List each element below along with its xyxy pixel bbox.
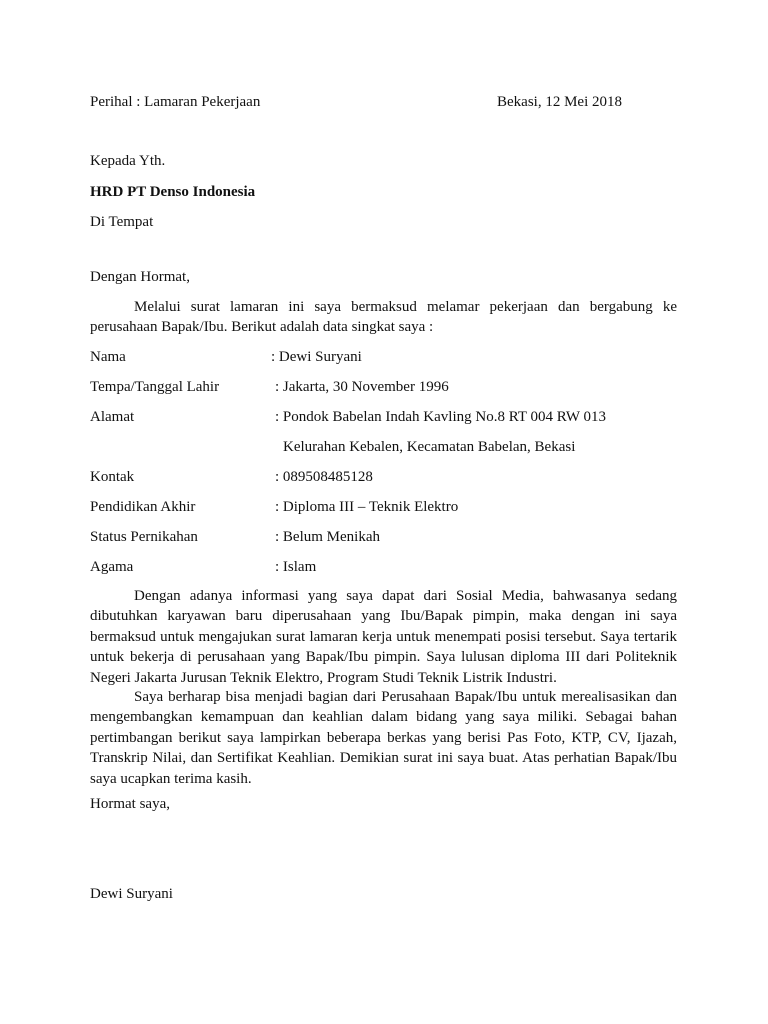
birth-label: Tempa/Tanggal Lahir: [90, 379, 220, 395]
salutation: Dengan Hormat,: [90, 269, 190, 285]
letter-subject: Perihal : Lamaran Pekerjaan: [90, 94, 261, 110]
name-value: : Dewi Suryani: [271, 349, 362, 365]
recipient-company: HRD PT Denso Indonesia: [90, 184, 256, 200]
body-paragraph-1: Dengan adanya informasi yang saya dapat dari Sosial Media, bahwasanya sedang dibutuhkan karyawan baru diperusahaan yang Ibu/Bapak pimpin, maka dengan ini saya bermaksud untuk mengajukan surat lamaran kerja untuk menempati posisi tersebut. Saya tertarik untuk bekerja di perusahaan yang Bapak/Ibu pimpin. Saya lulusan diploma III dari Politeknik Negeri Jakarta Jurusan Teknik Elektro, Program Studi Teknik Listrik Industri.: [90, 588, 677, 686]
address-value-line-2: Kelurahan Kebalen, Kecamatan Babelan, Bekasi: [283, 439, 576, 455]
religion-label: Agama: [90, 559, 134, 575]
signature-name: Dewi Suryani: [90, 886, 173, 902]
name-label: Nama: [90, 349, 126, 365]
recipient-location: Di Tempat: [90, 214, 154, 230]
marital-label: Status Pernikahan: [90, 529, 198, 545]
education-value: : Diploma III – Teknik Elektro: [275, 499, 459, 515]
education-label: Pendidikan Akhir: [90, 499, 196, 515]
address-label: Alamat: [90, 409, 135, 425]
body-paragraph-2: Saya berharap bisa menjadi bagian dari Perusahaan Bapak/Ibu untuk merealisasikan dan mengembangkan kemampuan dan keahlian dalam bidang yang saya miliki. Sebagai bahan pertimbangan berikut saya lampirkan beberapa berkas yang berisi Pas Foto, KTP, CV, Ijazah, Transkrip Nilai, dan Sertifikat Keahlian. Demikian surat ini saya buat. Atas perhatian Bapak/Ibu saya ucapkan terima kasih.: [90, 689, 677, 787]
contact-label: Kontak: [90, 469, 135, 485]
marital-value: : Belum Menikah: [275, 529, 380, 545]
closing-regards: Hormat saya,: [90, 796, 170, 812]
contact-value: : 089508485128: [275, 469, 373, 485]
recipient-to: Kepada Yth.: [90, 153, 166, 169]
address-value-line-1: : Pondok Babelan Indah Kavling No.8 RT 004 RW 013: [275, 409, 607, 425]
birth-value: : Jakarta, 30 November 1996: [275, 379, 449, 395]
intro-paragraph: Melalui surat lamaran ini saya bermaksud melamar pekerjaan dan bergabung ke perusahaan Bapak/Ibu. Berikut adalah data singkat saya :: [90, 299, 677, 336]
letter-place-date: Bekasi, 12 Mei 2018: [497, 94, 622, 110]
religion-value: : Islam: [275, 559, 317, 575]
